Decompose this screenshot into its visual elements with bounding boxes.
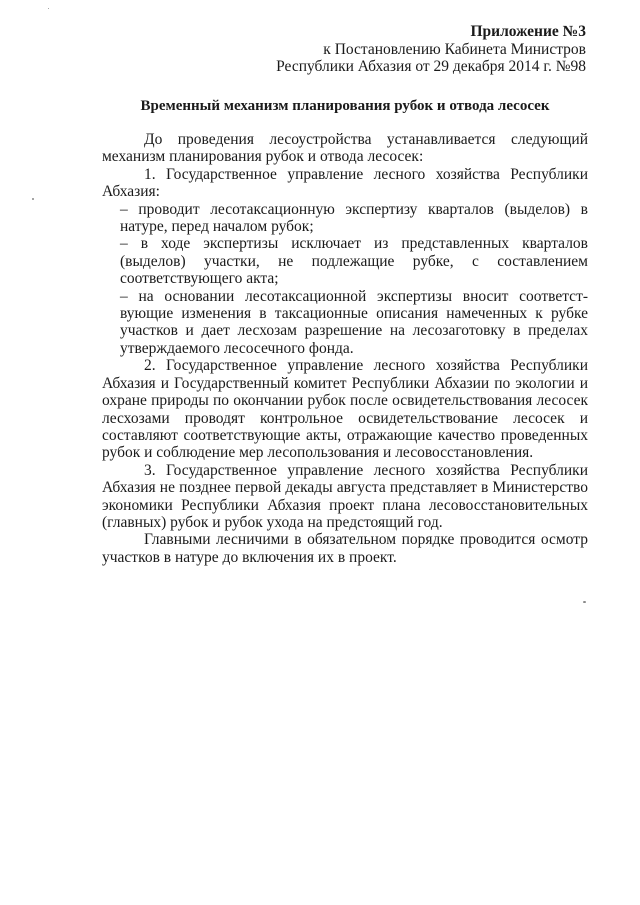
- appendix-header: [200, 23, 586, 76]
- item-2-paragraph: 2. Государственное управление лесного хозяйства Республики Абхазия и Государственный комитет Республики Абхазии по экологии и охране природы по окончании рубок после освидетельствования лесосек лесхозами проводят контрольное освидетельствование лесосек и составляют соответствующие акты, отражающие качество проведенных рубок и соблюдение мер лесопользования и лесовосстановления.: [102, 357, 588, 462]
- scan-speck: [583, 601, 586, 603]
- item-1-subitem-2: – в ходе экспертизы исключает из представленных кварталов (выделов) участки, не подлежащие рубке, с составлением соответствующего акта;: [120, 235, 588, 288]
- appendix-number: Приложение №3: [470, 23, 586, 40]
- closing-paragraph: Главными лесничими в обязательном порядке проводится осмотр участков в натуре до включения их в проект.: [102, 531, 588, 566]
- item-1-subitem-1: – проводит лесотаксационную экспертизу кварталов (выделов) в натуре, перед началом рубок;: [120, 200, 588, 236]
- document-title: Временный механизм планирования рубок и отвода лесосек: [140, 98, 550, 114]
- item-3-paragraph: 3. Государственное управление лесного хозяйства Республики Абхазия не позднее первой декады августа представляет в Министерство экономики Республики Абхазия проект плана лесовосстановительных (главных) рубок и рубок ухода на предстоящий год.: [102, 461, 588, 531]
- scan-speck: [48, 8, 49, 9]
- intro-paragraph: До проведения лесоустройства устанавливается следующий механизм планирования рубок и отвода лесосек:: [102, 131, 588, 166]
- appendix-reference-line-2: Республики Абхазия от 29 декабря 2014 г. №98: [276, 58, 586, 75]
- item-1-subitem-3: – на основании лесотаксационной экспертизы вносит соответст-вующие изменения в таксационные описания намеченных к рубке участков и дает лесхозам разрешение на лесозаготовку в пределах утверждаемого лесосечного фонда.: [120, 287, 588, 357]
- document-body: [102, 131, 588, 566]
- item-1-paragraph: 1. Государственное управление лесного хозяйства Республики Абхазия:: [102, 165, 588, 201]
- scan-speck: [32, 198, 34, 200]
- appendix-reference-line-1: к Постановлению Кабинета Министров: [323, 40, 586, 58]
